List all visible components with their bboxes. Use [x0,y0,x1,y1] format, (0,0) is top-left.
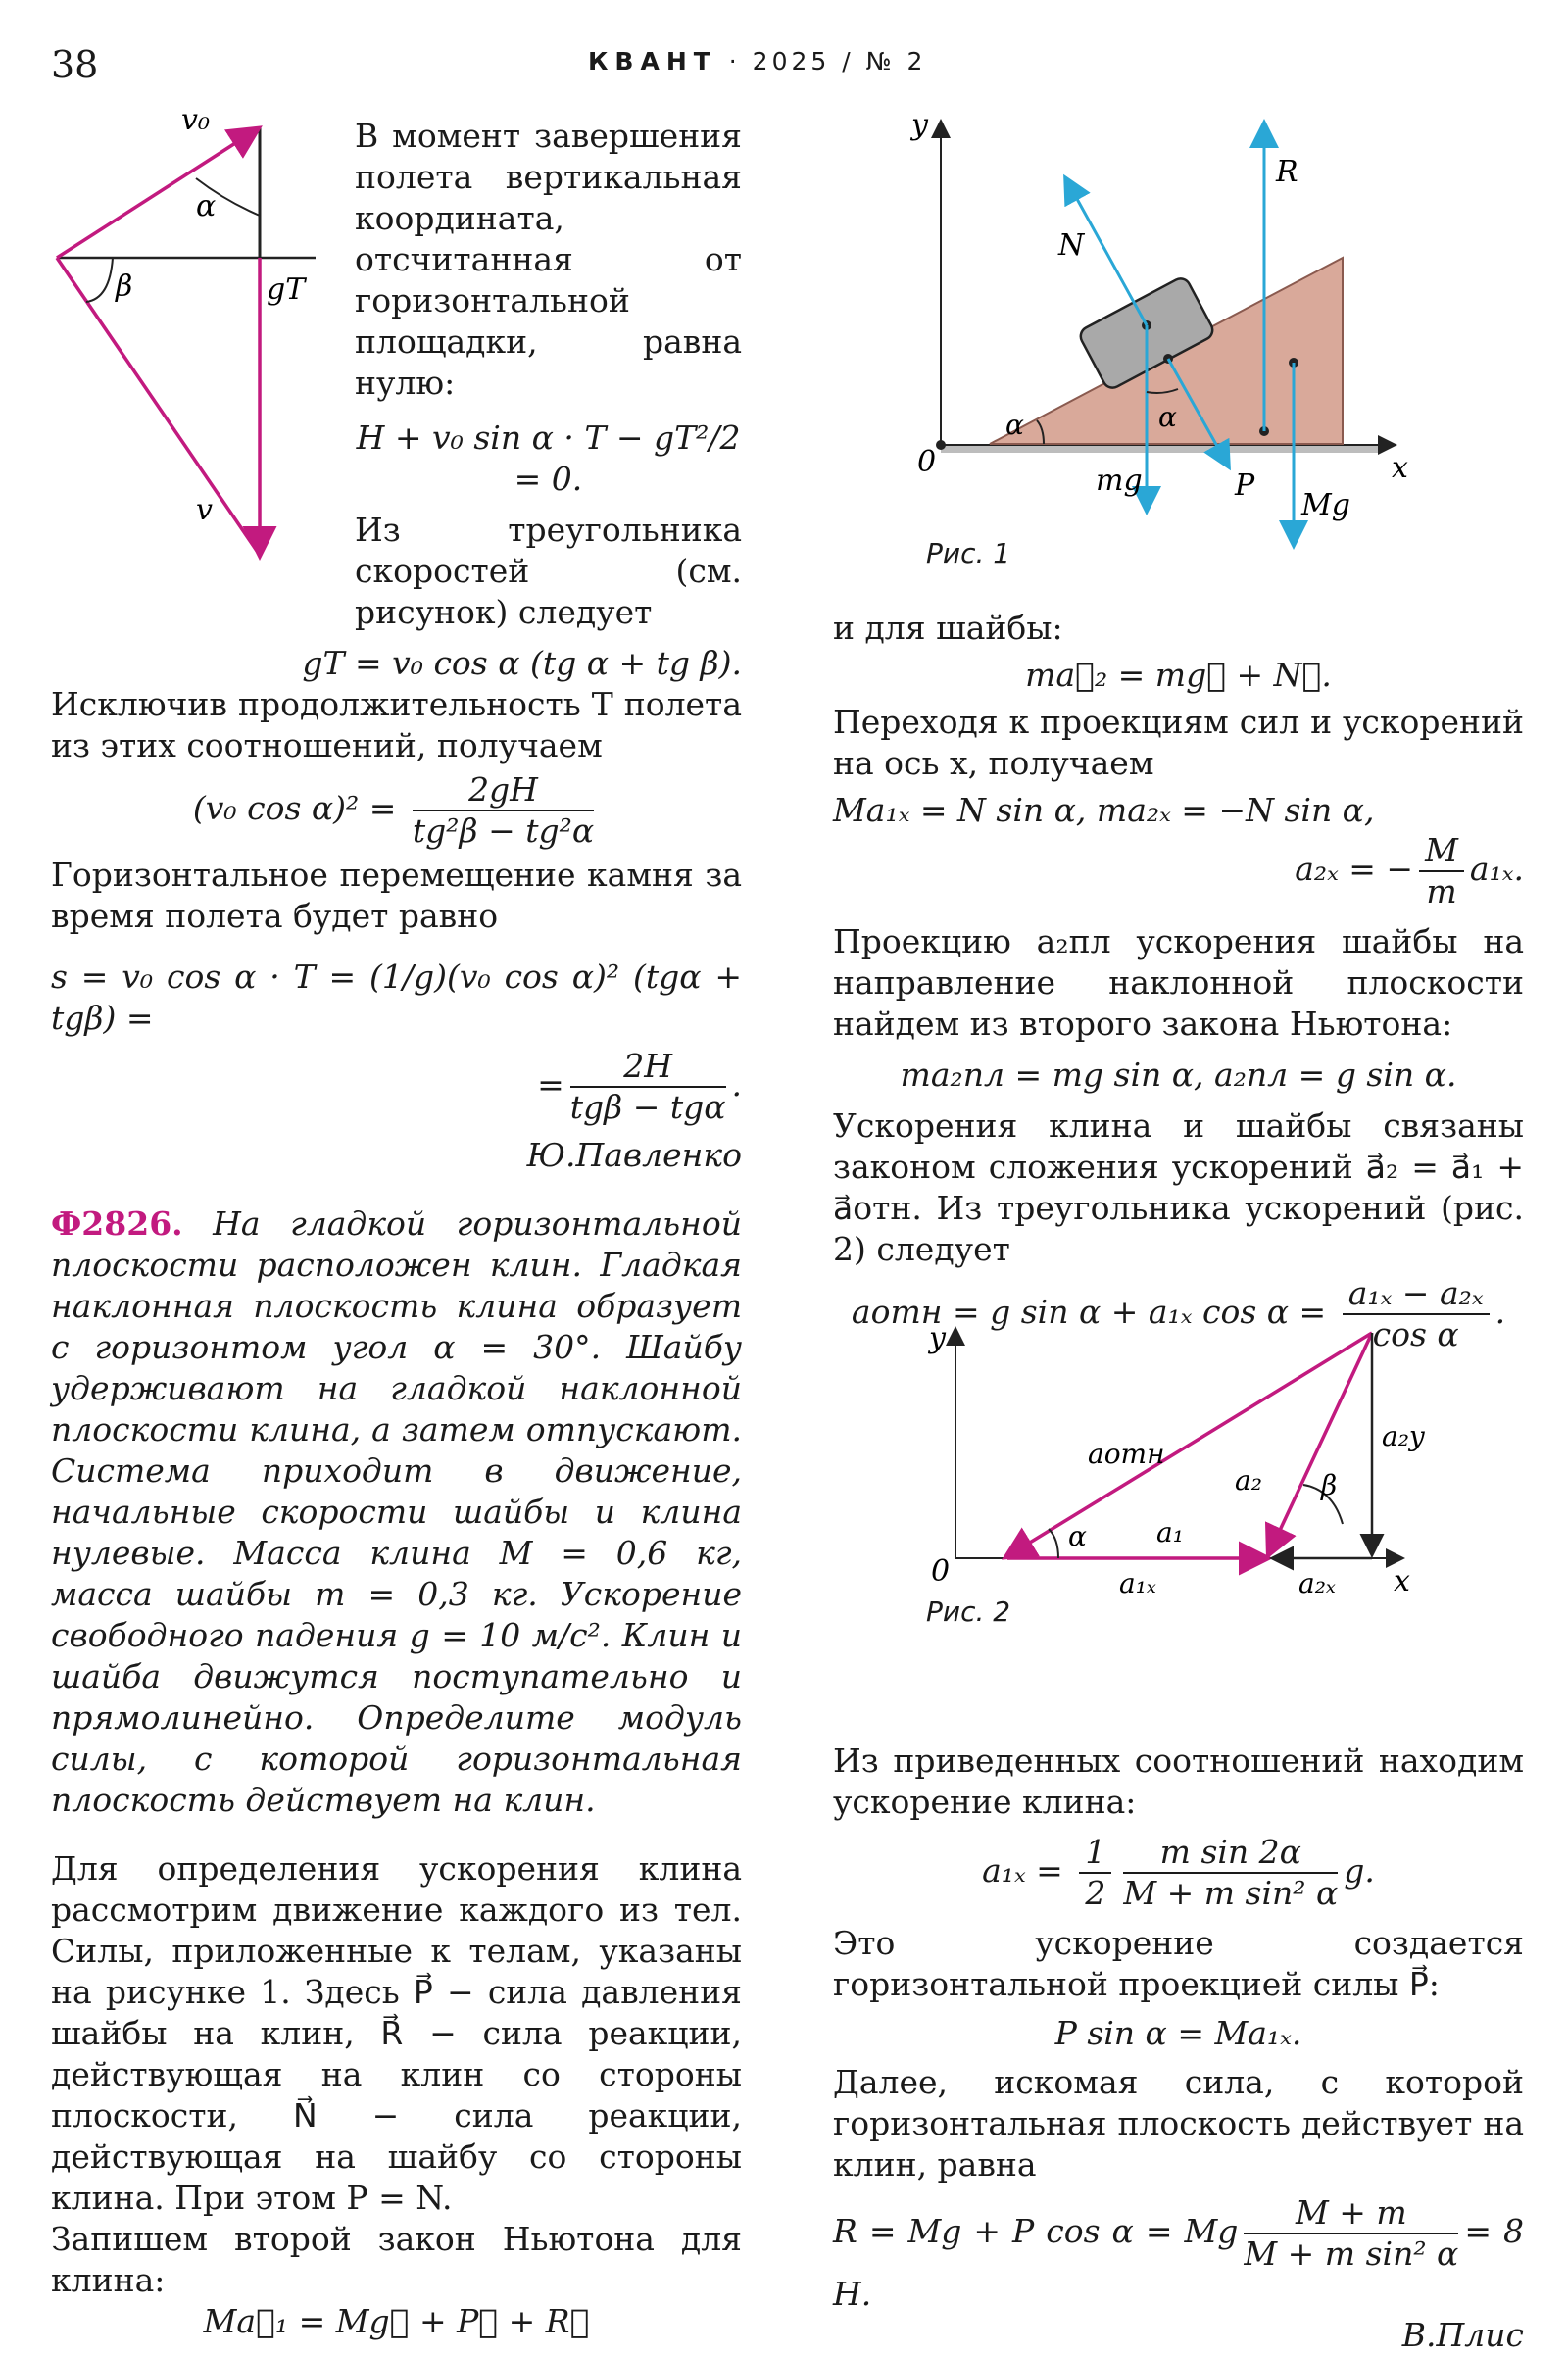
projection-a2-paragraph: Проекцию a₂пл ускорения шайбы на направление наклонной плоскости найдем из второго закона Ньютона: [833,922,1524,1043]
intro-paragraph: В момент завершения полета вертикальная координата, отсчитанная от горизонтальной площадки, равна нулю: [355,117,742,402]
origin-dot [936,440,946,450]
fig1-label-x: x [1392,451,1408,485]
equation-r6-half: $\frac{1}{2}$ [1079,1833,1111,1913]
projection-paragraph: Переходя к проекциям сил и ускорений на ось x, получаем [833,703,1524,782]
equation-r5: aотн = g sin α + a₁ₓ cos α = $\frac{\text{a₁ₓ − a₂ₓ}}{\text{cos α}}$ . [851,1274,1506,1353]
a-otn-vector [1007,1333,1372,1556]
figure-2 [911,1318,1441,1612]
puck-intro: и для шайбы: [833,609,1063,647]
fig1-label-mg: mg [1096,464,1143,498]
fig2-alpha-arc [1049,1529,1058,1558]
label-beta: β [116,270,133,304]
fig1-label-alpha-2: α [1158,401,1177,433]
triangle-paragraph: Из треугольника скоростей (см. рисунок) следует [355,511,742,631]
fig2-label-a2y: a₂y [1382,1420,1425,1452]
journal-name: КВАНТ [588,47,717,75]
equation-r2: Ma₁ₓ = N sin α, ma₂ₓ = −N sin α, [833,791,1375,829]
page-number: 38 [51,43,99,86]
equation-6: Ma⃗₁ = Mg⃗ + P⃗ + R⃗ [203,2302,590,2340]
label-v0: v₀ [181,103,210,137]
issue-number: · 2025 / № 2 [728,47,927,75]
equation-r5-fraction: $\frac{\text{a₁ₓ − a₂ₓ}}{\text{cos α}}$ [1343,1274,1490,1354]
ground [941,445,1382,453]
equation-r3: a₂ₓ = − $\frac{M}{m}$ a₁ₓ. [1295,831,1524,910]
equation-1: H + v₀ sin α · T − gT²/2 = 0. [356,418,741,498]
fig2-label-a2: a₂ [1235,1464,1262,1497]
wedge-accel-paragraph: Из приведенных соотношений находим ускорение клина: [833,1742,1524,1821]
fig1-label-origin: 0 [917,445,937,479]
fig1-label-Mg: Mg [1301,488,1350,522]
exclude-paragraph: Исключив продолжительность T полета из этих соотношений, получаем [51,685,742,764]
fig2-label-a1: a₁ [1156,1516,1184,1548]
author-plis: В.Плис [1401,2316,1524,2354]
problem-id: Ф2826. [51,1204,183,1243]
equation-r7: P sin α = Ma₁ₓ. [1054,2014,1302,2052]
problem-statement: Ф2826. На гладкой горизонтальной плоскости расположен клин. Гладкая наклонная плоскость клина образует с горизонтом угол α = 30°. Шайбу удерживают на гладкой наклонной плоскости клина, а затем отпускают. Система приходит в движение, начальные скорости шайбы и клина нулевые. Масса клина M = 0,6 кг, масса шайбы m = 0,3 кг. Ускорение свободного падения g = 10 м/с². Клин и шайба движутся поступательно и прямолинейно. Определите модуль силы, с которой горизонтальная плоскость действует на клин. [51,1204,742,1819]
fig2-label-x: x [1394,1564,1410,1598]
equation-5-fraction: $\frac{2H}{\text{tgβ − tgα}}$ [569,1047,726,1126]
displacement-paragraph: Горизонтальное перемещение камня за время полета будет равно [51,856,742,935]
author-pavlenko: Ю.Павленко [526,1136,742,1174]
label-gT: gT [267,272,306,307]
fig2-label-beta: β [1321,1469,1338,1501]
equation-r6-fraction: $\frac{\text{m sin 2α}}{\text{M + m sin² α}}$ [1123,1833,1339,1912]
fig2-label-a-otn: aотн [1088,1438,1165,1470]
fig2-label-y: y [929,1321,946,1355]
fig1-label-alpha-1: α [1005,409,1024,441]
fig1-label-R: R [1276,155,1298,189]
acceleration-sum-paragraph: Ускорения клина и шайбы связаны законом сложения ускорений a⃗₂ = a⃗₁ + a⃗отн. Из треугольника ускорений (рис. 2) следует [833,1106,1524,1268]
running-header [588,47,926,75]
fig1-label-y: y [911,108,928,142]
equation-3-fraction: $\frac{2gH}{\text{tg²β − tg²α}}$ [412,770,595,850]
fig1-label-P: P [1235,468,1255,503]
horizontal-projection-paragraph: Это ускорение создается горизонтальной проекцией силы P⃗: [833,1924,1524,2003]
equation-r3-fraction: $\frac{M}{m}$ [1419,831,1464,911]
equation-r8: R = Mg + P cos α = Mg $\frac{M + m}{\text{M + m sin² α}}$ = 8 Н. [833,2193,1524,2313]
equation-r6: a₁ₓ = $\frac{1}{2}$ $\frac{\text{m sin 2α}}{\text{M + m sin² α}}$ g. [982,1833,1375,1912]
equation-5: = $\frac{2H}{\text{tgβ − tgα}}$ . [537,1047,742,1126]
equation-3: (v₀ cos α)² = $\frac{2gH}{\text{tg²β − tg²α}}$ [192,770,595,850]
fig1-label-N: N [1058,228,1085,263]
fig2-label-a1x: a₁ₓ [1119,1567,1156,1599]
final-paragraph: Далее, искомая сила, с которой горизонтальная плоскость действует на клин, равна [833,2063,1524,2184]
equation-2: gT = v₀ cos α (tg α + tg β). [302,644,742,682]
equation-r8-fraction: $\frac{M + m}{\text{M + m sin² α}}$ [1244,2193,1459,2273]
fig2-label-alpha: α [1068,1520,1087,1552]
fig2-label-a2x: a₂ₓ [1298,1567,1336,1599]
newton-law-paragraph: Запишем второй закон Ньютона для клина: [51,2220,742,2299]
fig2-label-origin: 0 [931,1554,951,1589]
figure-2-caption: Рис. 2 [926,1595,1011,1628]
equation-r1: ma⃗₂ = mg⃗ + N⃗. [1025,656,1332,694]
left-column [51,116,742,2342]
figure-1 [911,108,1441,544]
equation-4: s = v₀ cos α · T = (1/g)(v₀ cos α)² (tgα + tgβ) = [51,957,742,1037]
solution-paragraph: Для определения ускорения клина рассмотрим движение каждого из тел. Силы, приложенные к телам, указаны на рисунке 1. Здесь P⃗ − сила давления шайбы на клин, R⃗ − сила реакции, действующая на клин со стороны плоскости, N⃗ − сила реакции, действующая на шайбу со стороны клина. При этом P = N. [51,1849,742,2217]
label-alpha: α [196,189,217,223]
figure-1-caption: Рис. 1 [926,537,1011,569]
label-v: v [196,493,213,527]
equation-r4: ma₂пл = mg sin α, a₂пл = g sin α. [900,1055,1457,1094]
